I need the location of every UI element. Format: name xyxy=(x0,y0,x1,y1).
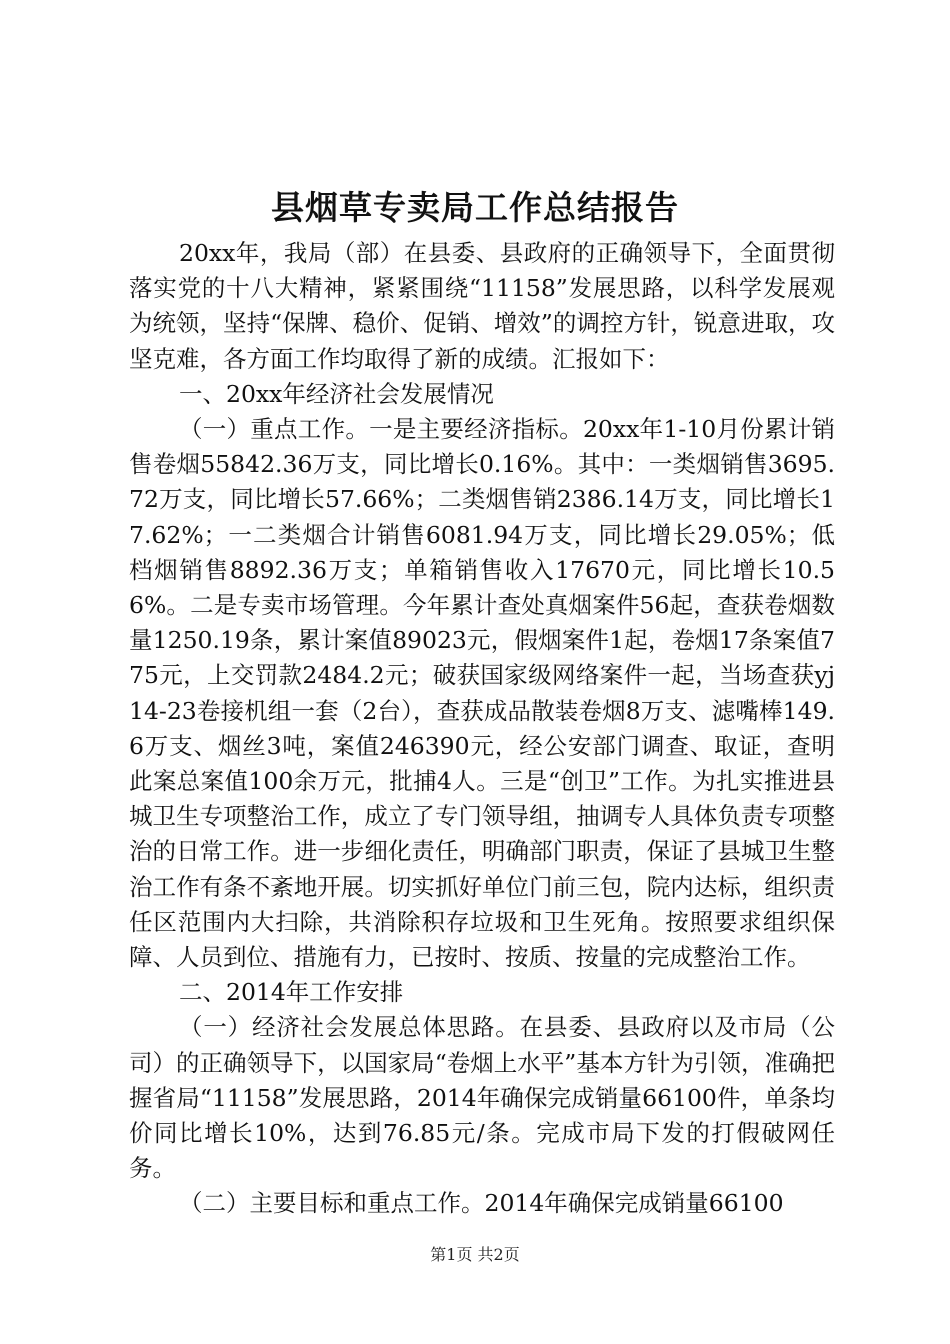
page-footer: 第1页 共2页 xyxy=(430,1245,520,1264)
section-heading-2: 二、2014年工作安排 xyxy=(179,978,404,1007)
section-heading-1: 一、20xx年经济社会发展情况 xyxy=(179,379,494,408)
paragraph-key-work: （一）重点工作。一是主要经济指标。20xx年1-10月份累计销售卷烟55842.36万支，同比增长0.16%。其中：一类烟销售3695.72万支，同比增长57.66%；二类烟售销2386.14万支，同比增长17.62%；一二类烟合计销售6081.94万支，同比增长29.05%；低档烟销售8892.36万支；单箱销售收入17670元，同比增长10.56%。二是专卖市场管理。今年累计查处真烟案件56起，查获卷烟数量1250.19条，累计案值89023元，假烟案件1起，卷烟17条案值775元，上交罚款2484.2元；破获国家级网络案件一起，当场查获yj14-23卷接机组一套（2台），查获成品散装卷烟8万支、滤嘴棒149.6万支、烟丝3吨，案值246390元，经公安部门调查、取证，查明此案总案值100余万元，批捕4人。三是“创卫”工作。为扎实推进县城卫生专项整治工作，成立了专门领导组，抽调专人具体负责专项整治的日常工作。进一步细化责任，明确部门职责，保证了县城卫生整治工作有条不紊地开展。切实抓好单位门前三包，院内达标，组织责任区范围内大扫除，共消除积存垃圾和卫生死角。按照要求组织保障、人员到位、措施有力，已按时、按质、按量的完成整治工作。 xyxy=(129,415,835,972)
paragraph-intro: 20xx年，我局（部）在县委、县政府的正确领导下，全面贯彻落实党的十八大精神，紧紧围绕“11158”发展思路，以科学发展观为统领，坚持“保牌、稳价、促销、增效”的调控方针，锐意进取，攻坚克难，各方面工作均取得了新的成绩。汇报如下： xyxy=(129,239,835,373)
document-title: 县烟草专卖局工作总结报告 xyxy=(271,188,679,227)
paragraph-overall-plan: （一）经济社会发展总体思路。在县委、县政府以及市局（公司）的正确领导下，以国家局“卷烟上水平”基本方针为引领，准确把握省局“11158”发展思路，2014年确保完成销量66100件，单条均价同比增长10%，达到76.85元/条。完成市局下发的打假破网任务。 xyxy=(129,1013,835,1183)
document-body xyxy=(129,236,835,1222)
paragraph-main-targets: （二）主要目标和重点工作。2014年确保完成销量66100 xyxy=(179,1189,784,1218)
